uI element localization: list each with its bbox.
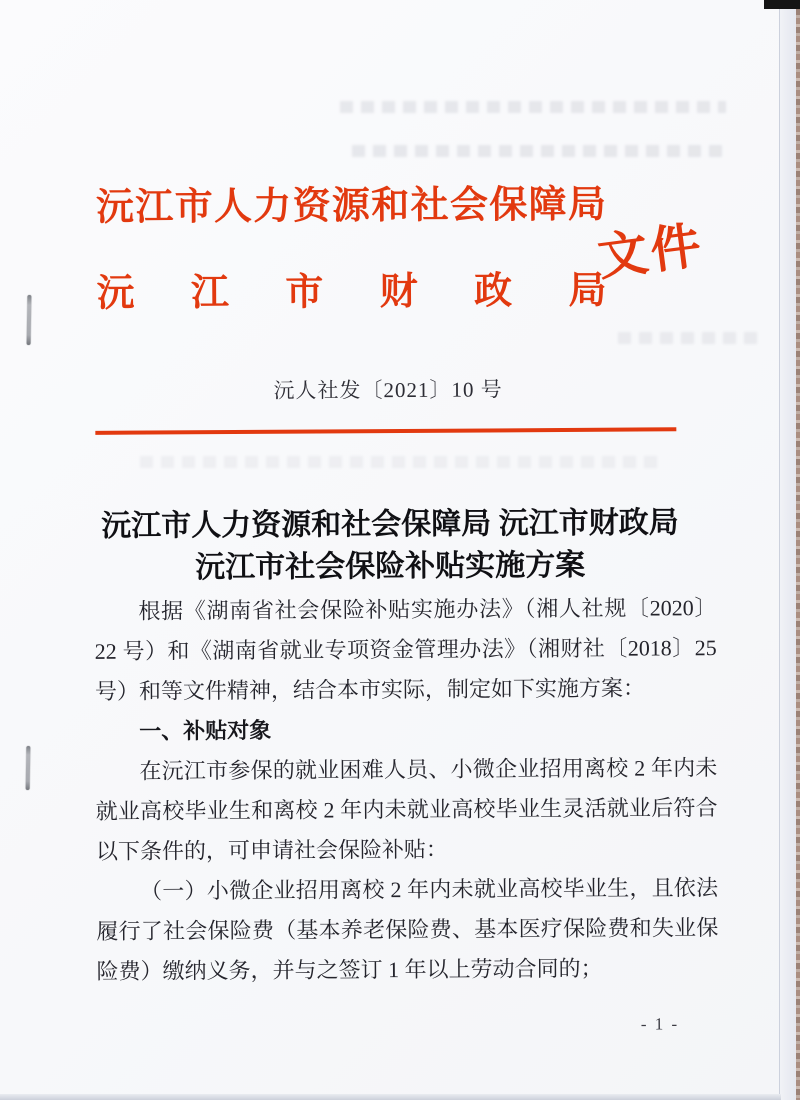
document-title-line1: 沅江市人力资源和社会保障局 沅江市财政局 xyxy=(101,506,679,543)
red-divider-rule xyxy=(95,427,676,435)
document-title xyxy=(40,502,741,590)
section-1-paragraph-1: 在沅江市参保的就业困难人员、小微企业招用离校 2 年内未就业高校毕业生和离校 2 年内未就业高校毕业生灵活就业后符合以下条件的，可申请社会保险补贴： xyxy=(95,755,718,864)
document-number: 沅人社发〔2021〕10 号 xyxy=(273,377,503,403)
issuing-agency-line2: 沅江市财政局 xyxy=(96,269,607,315)
document-body xyxy=(94,588,718,992)
section-1-heading: 一、补贴对象 xyxy=(139,717,272,744)
page-number: - 1 - xyxy=(640,1014,680,1034)
section-1-paragraph-2: （一）小微企业招用离校 2 年内未就业高校毕业生，且依法履行了社会保险费（基本养老保险费、基本医疗保险费和失业保险费）缴纳义务，并与之签订 1 年以上劳动合同的； xyxy=(96,875,719,984)
intro-paragraph: 根据《湖南省社会保险补贴实施办法》（湘人社规〔2020〕22 号）和《湖南省就业专项资金管理办法》（湘财社〔2018〕25 号）和等文件精神，结合本市实际，制定如下实施方案： xyxy=(94,595,717,704)
document-title-line2: 沅江市社会保险补贴实施方案 xyxy=(195,548,586,585)
issuing-agency-line1: 沅江市人力资源和社会保障局 xyxy=(95,183,607,229)
document-type-label: 文件 xyxy=(594,216,707,286)
